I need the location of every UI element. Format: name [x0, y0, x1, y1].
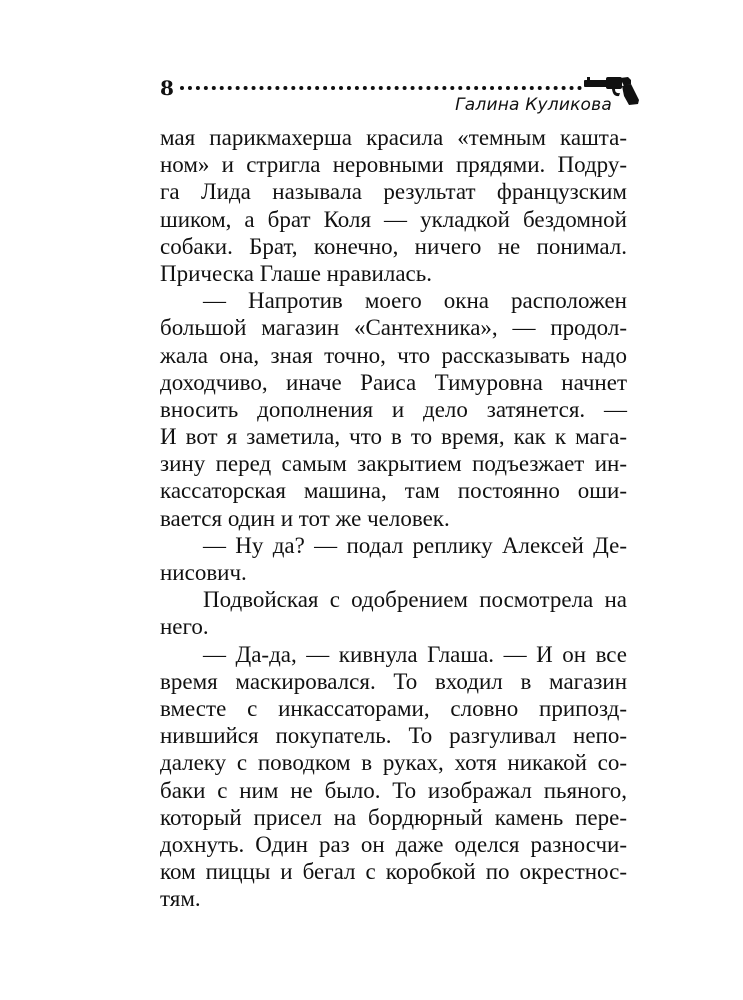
text-line: — Да-да, — кивнула Глаша. — И он все — [203, 641, 627, 667]
text-line: — Ну да? — подал реплику Алексей Де- — [203, 532, 627, 558]
text-line: Прическа Глаше нравилась. — [160, 260, 433, 286]
text-line: вносить дополнения и дело затянется. — — [160, 396, 627, 422]
text-line: ном» и стригла неровными прядями. Подру- — [160, 152, 627, 178]
body-text — [160, 124, 627, 912]
text-line: время маскировался. То входил в магазин — [160, 668, 627, 694]
text-line: кассаторская машина, там постоянно оши- — [160, 478, 627, 504]
dot-leader — [180, 86, 582, 90]
text-line: жала она, зная точно, что рассказывать надо — [160, 342, 627, 368]
text-line: баки с ним не было. То изображал пьяного, — [160, 777, 627, 803]
text-line: дохнуть. Один раз он даже оделся разносчи- — [160, 831, 627, 857]
running-header — [160, 72, 640, 122]
text-line: нисович. — [160, 560, 247, 585]
text-line: далеку с поводком в руках, хотя никакой со- — [160, 750, 627, 776]
text-line: Подвойская с одобрением посмотрела на — [203, 587, 627, 613]
text-line: нившийся покупатель. То разгуливал непо- — [160, 723, 627, 749]
paragraph — [160, 124, 627, 287]
text-line: шиком, а брат Коля — укладкой бездомной — [160, 206, 627, 232]
text-line: собаки. Брат, конечно, ничего не понимал. — [160, 233, 627, 259]
page-number: 8 — [160, 76, 174, 100]
text-line: зину перед самым закрытием подъезжает ин- — [160, 451, 627, 477]
text-line: га Лида называла результат французским — [160, 179, 627, 205]
paragraph — [160, 287, 627, 532]
paragraph — [160, 532, 627, 586]
text-line: вместе с инкассаторами, словно припозд- — [160, 695, 627, 721]
text-line: вается один и тот же человек. — [160, 505, 450, 531]
text-line: него. — [160, 614, 209, 640]
text-line: который присел на бордюрный камень пере- — [160, 804, 627, 830]
text-line: мая парикмахерша красила «темным кашта- — [160, 125, 627, 150]
text-line: большой магазин «Сантехника», — продол- — [160, 315, 627, 341]
text-line: ком пиццы и бегал с коробкой по окрестнос- — [160, 859, 627, 885]
text-line: доходчиво, иначе Раиса Тимуровна начнет — [160, 369, 627, 395]
author-name: Галина Куликова — [455, 95, 612, 115]
paragraph — [160, 586, 627, 640]
paragraph — [160, 641, 627, 913]
text-line: тям. — [160, 886, 201, 912]
text-line: — Напротив моего окна расположен — [203, 288, 627, 314]
text-line: И вот я заметила, что в то время, как к мага- — [160, 424, 627, 450]
